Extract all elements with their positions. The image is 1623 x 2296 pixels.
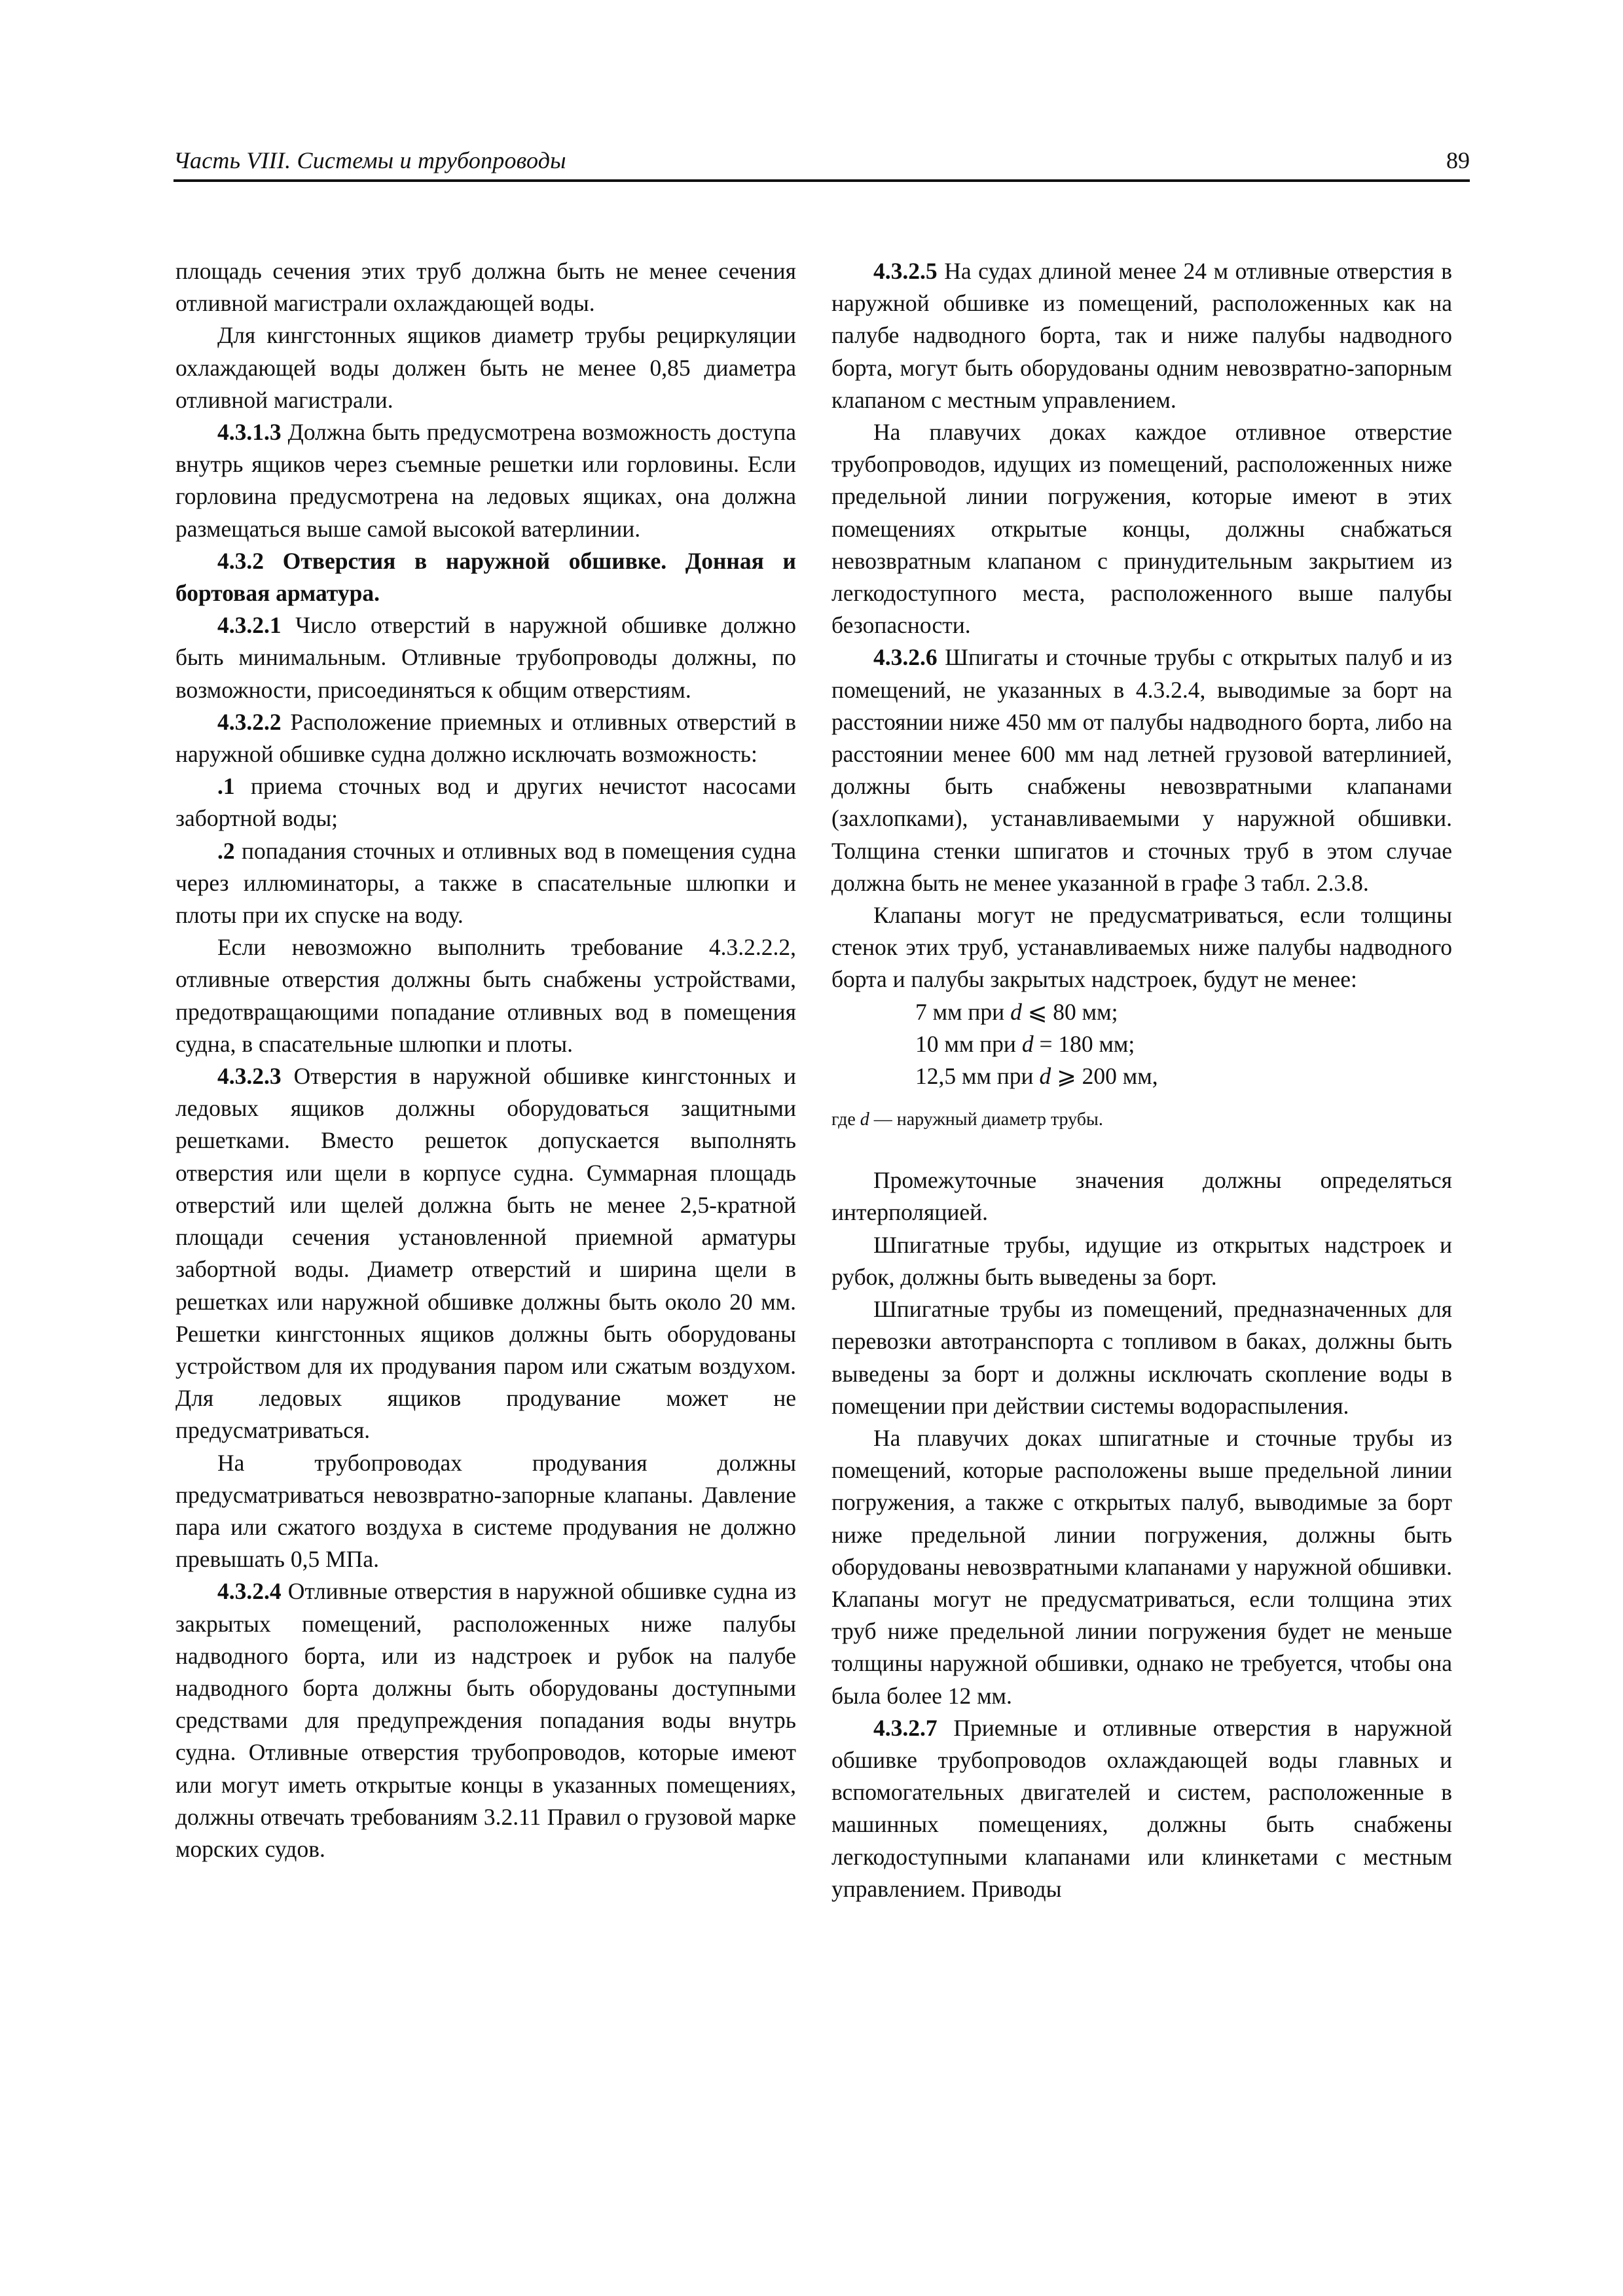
paragraph: площадь сечения этих труб должна быть не менее сечения отливной магистрали охлаждающей воды. (175, 258, 796, 317)
paragraph: 4.3.2.2 Расположение приемных и отливных отверстий в наружной обшивке судна должно исключать возможность: (175, 708, 796, 768)
paragraph: Шпигатные трубы из помещений, предназначенных для перевозки автотранспорта с топливом в баках, должны быть выведены за борт и должны исключать скопление воды в помещении при действии системы водораспыления. (831, 1296, 1452, 1419)
paragraph: Для кингстонных ящиков диаметр трубы рециркуляции охлаждающей воды должен быть не менее 0,85 диаметра отливной магистрали. (175, 322, 796, 413)
paragraph: На плавучих доках шпигатные и сточные трубы из помещений, которые расположены выше предельной линии погружения, а также с открытых палуб, выводимые за борт ниже предельной линии погружения, должны быть оборудованы невозвратными клапанами у наружной обшивки. Клапаны могут не предусматриваться, если толщина этих труб ниже предельной линии погружения будет не меньше толщины наружной обшивки, однако не требуется, чтобы она была более 12 мм. (831, 1424, 1452, 1709)
paragraph: Если невозможно выполнить требование 4.3.2.2.2, отливные отверстия должны быть снабжены устройствами, предотвращающими попадание отливных вод в помещения судна, в спасательные шлюпки и плоты. (175, 934, 796, 1057)
paragraph: 4.3.1.3 Должна быть предусмотрена возможность доступа внутрь ящиков через съемные решетки или горловины. Если горловина предусмотрена на ледовых ящиках, она должна размещаться выше самой высокой ватерлинии. (175, 419, 796, 542)
list-item: .1 приема сточных вод и других нечистот насосами забортной воды; (175, 773, 796, 832)
paragraph: 4.3.2.5 На судах длиной менее 24 м отливные отверстия в наружной обшивке из помещений, расположенных как на палубе надводного борта, так и ниже палубы надводного борта, могут быть оборудованы одним невозвратно-запорным клапаном с местным управлением. (831, 258, 1452, 413)
paragraph: 4.3.2.4 Отливные отверстия в наружной обшивке судна из закрытых помещений, расположенных ниже палубы надводного борта, или из надстроек и рубок на палубе надводного борта должны быть оборудованы доступными средствами для предупреждения попадания воды внутрь судна. Отливные отверстия трубопроводов, которые имеют или могут иметь открытые концы в указанных помещениях, должны отвечать требованиям 3.2.11 Правил о грузовой марке морских судов. (175, 1578, 796, 1862)
paragraph: 4.3.2.3 Отверстия в наружной обшивке кингстонных и ледовых ящиков должны оборудоваться защитными решетками. Вместо решеток допускается выполнять отверстия или щели в корпусе судна. Суммарная площадь отверстий или щелей должна быть не менее 2,5-кратной площади сечения установленной приемной арматуры забортной воды. Диаметр отверстий и ширина щели в решетках или наружной обшивке должны быть около 20 мм. Решетки кингстонных ящиков должны быть оборудованы устройством для их продувания паром или сжатым воздухом. Для ледовых ящиков продувание может не предусматриваться. (175, 1063, 796, 1444)
paragraph: 4.3.2.1 Число отверстий в наружной обшивке должно быть минимальным. Отливные трубопроводы должны, по возможности, присоединяться к общим отверстиям. (175, 612, 796, 703)
paragraph: На плавучих доках каждое отливное отверстие трубопроводов, идущих из помещений, расположенных ниже предельной линии погружения, которые имеют в этих помещениях открытые концы, должны снабжаться невозвратным клапаном с принудительным закрытием из легкодоступного места, расположенного выше палубы безопасности. (831, 419, 1452, 639)
section-heading: 4.3.2 Отверстия в наружной обшивке. Донная и бортовая арматура. (175, 547, 796, 607)
formula-line: 7 мм при d ⩽ 80 мм; (915, 998, 1118, 1025)
formula-note: где d — наружный диаметр трубы. (831, 1109, 1103, 1130)
paragraph: 4.3.2.7 Приемные и отливные отверстия в наружной обшивке трубопроводов охлаждающей воды главных и вспомогательных двигателей и систем, расположенные в машинных помещениях, должны быть снабжены легкодоступными клапанами или клинкетами с местным управлением. Приводы (831, 1714, 1452, 1902)
paragraph: Промежуточные значения должны определяться интерполяцией. (831, 1167, 1452, 1226)
running-header (173, 145, 1470, 182)
paragraph: Клапаны могут не предусматриваться, если толщины стенок этих труб, устанавливаемых ниже палубы надводного борта и палубы закрытых надстроек, будут не менее: (831, 902, 1452, 993)
paragraph: Шпигатные трубы, идущие из открытых надстроек и рубок, должны быть выведены за борт. (831, 1231, 1452, 1290)
left-column (175, 255, 796, 1865)
formula-line: 12,5 мм при d ⩾ 200 мм, (915, 1063, 1158, 1090)
page-number: 89 (1446, 147, 1470, 173)
paragraph: 4.3.2.6 Шпигаты и сточные трубы с открытых палуб и из помещений, не указанных в 4.3.2.4, выводимые за борт на расстоянии ниже 450 мм от палубы надводного борта, либо на расстоянии менее 600 мм над летней грузовой ватерлинией, должны быть снабжены невозвратными клапанами (захлопками), устанавливаемыми у наружной обшивки. Толщина стенки шпигатов и сточных труб в этом случае должна быть не менее указанной в графе 3 табл. 2.3.8. (831, 644, 1452, 896)
list-item: .2 попадания сточных и отливных вод в помещения судна через иллюминаторы, а также в спасательные шлюпки и плоты при их спуске на воду. (175, 837, 796, 929)
formula-line: 10 мм при d = 180 мм; (915, 1030, 1135, 1057)
right-column (831, 255, 1452, 1905)
paragraph: На трубопроводах продувания должны предусматриваться невозвратно-запорные клапаны. Давление пара или сжатого воздуха в системе продувания не должно превышать 0,5 МПа. (175, 1449, 796, 1573)
header-title: Часть VIII. Системы и трубопроводы (173, 147, 566, 173)
